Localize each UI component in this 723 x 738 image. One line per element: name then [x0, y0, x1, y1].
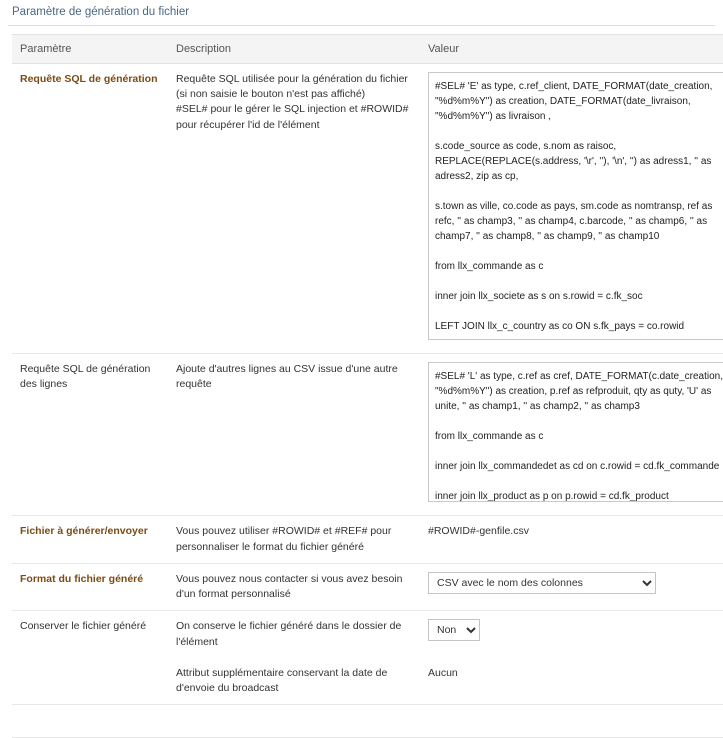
param-label: Fichier à générer/envoyer: [20, 525, 148, 538]
row-description-cell: [168, 64, 420, 354]
row-description-cell: [168, 516, 420, 563]
row-description-cell: [168, 563, 420, 610]
column-header-parameter: Paramètre: [12, 35, 168, 64]
description-line: Ajoute d'autres lignes au CSV issue d'une autre requête: [176, 363, 398, 391]
row-value-cell: [420, 516, 723, 563]
filler-cell: [12, 705, 168, 738]
table-row: [12, 516, 723, 563]
row-label-cell: [12, 64, 168, 354]
param-label: Requête SQL de génération: [20, 73, 158, 85]
page-title: Paramètre de génération du fichier: [8, 0, 715, 26]
description-line: #SEL# pour le gérer le SQL injection et #ROWID# pour récupérer l'id de l'élément: [176, 103, 409, 131]
row-label-cell: [12, 516, 168, 563]
row-value-cell: [420, 64, 723, 354]
table-header-row: [12, 35, 723, 64]
table-row: [12, 611, 723, 658]
row-value-cell: [420, 563, 723, 610]
row-description-cell: [168, 611, 420, 658]
description-line: On conserve le fichier généré dans le dossier de l'élément: [176, 620, 402, 648]
filename-input[interactable]: [428, 524, 628, 538]
param-label: Requête SQL de génération des lignes: [20, 363, 151, 391]
filler-cell: [420, 705, 723, 738]
row-label-cell: [12, 658, 168, 705]
description-line: Vous pouvez utiliser #ROWID# et #REF# pour personnaliser le format du fichier généré: [176, 525, 392, 553]
sql-generation-textarea[interactable]: [428, 72, 723, 340]
row-label-cell: [12, 354, 168, 516]
row-label-cell: [12, 563, 168, 610]
table-row: [12, 658, 723, 705]
keep-file-select[interactable]: [428, 619, 480, 641]
row-label-cell: [12, 611, 168, 658]
column-header-value: Valeur: [420, 35, 723, 64]
row-value-cell: [420, 611, 723, 658]
description-line: Vous pouvez nous contacter si vous avez besoin d'un format personnalisé: [176, 572, 403, 601]
table-row: [12, 354, 723, 516]
sql-lines-textarea[interactable]: [428, 362, 723, 502]
row-description-cell: [168, 658, 420, 705]
param-label: Format du fichier généré: [20, 572, 144, 585]
column-header-description: Description: [168, 35, 420, 64]
description-line: Attribut supplémentaire conservant la date de d'envoie du broadcast: [176, 666, 388, 694]
table-row: [12, 64, 723, 354]
row-description-cell: [168, 354, 420, 516]
file-format-select[interactable]: [428, 572, 656, 594]
parameters-table: [12, 34, 723, 738]
broadcast-date-attribute-value: Aucun: [428, 666, 458, 679]
row-value-cell: [420, 658, 723, 705]
filler-cell: [168, 705, 420, 738]
row-value-cell: [420, 354, 723, 516]
param-label: Conserver le fichier généré: [20, 620, 147, 633]
table-row: [12, 563, 723, 610]
table-filler-row: [12, 705, 723, 738]
description-line: Requête SQL utilisée pour la génération du fichier (si non saisie le bouton n'est pas affiché): [176, 73, 408, 101]
